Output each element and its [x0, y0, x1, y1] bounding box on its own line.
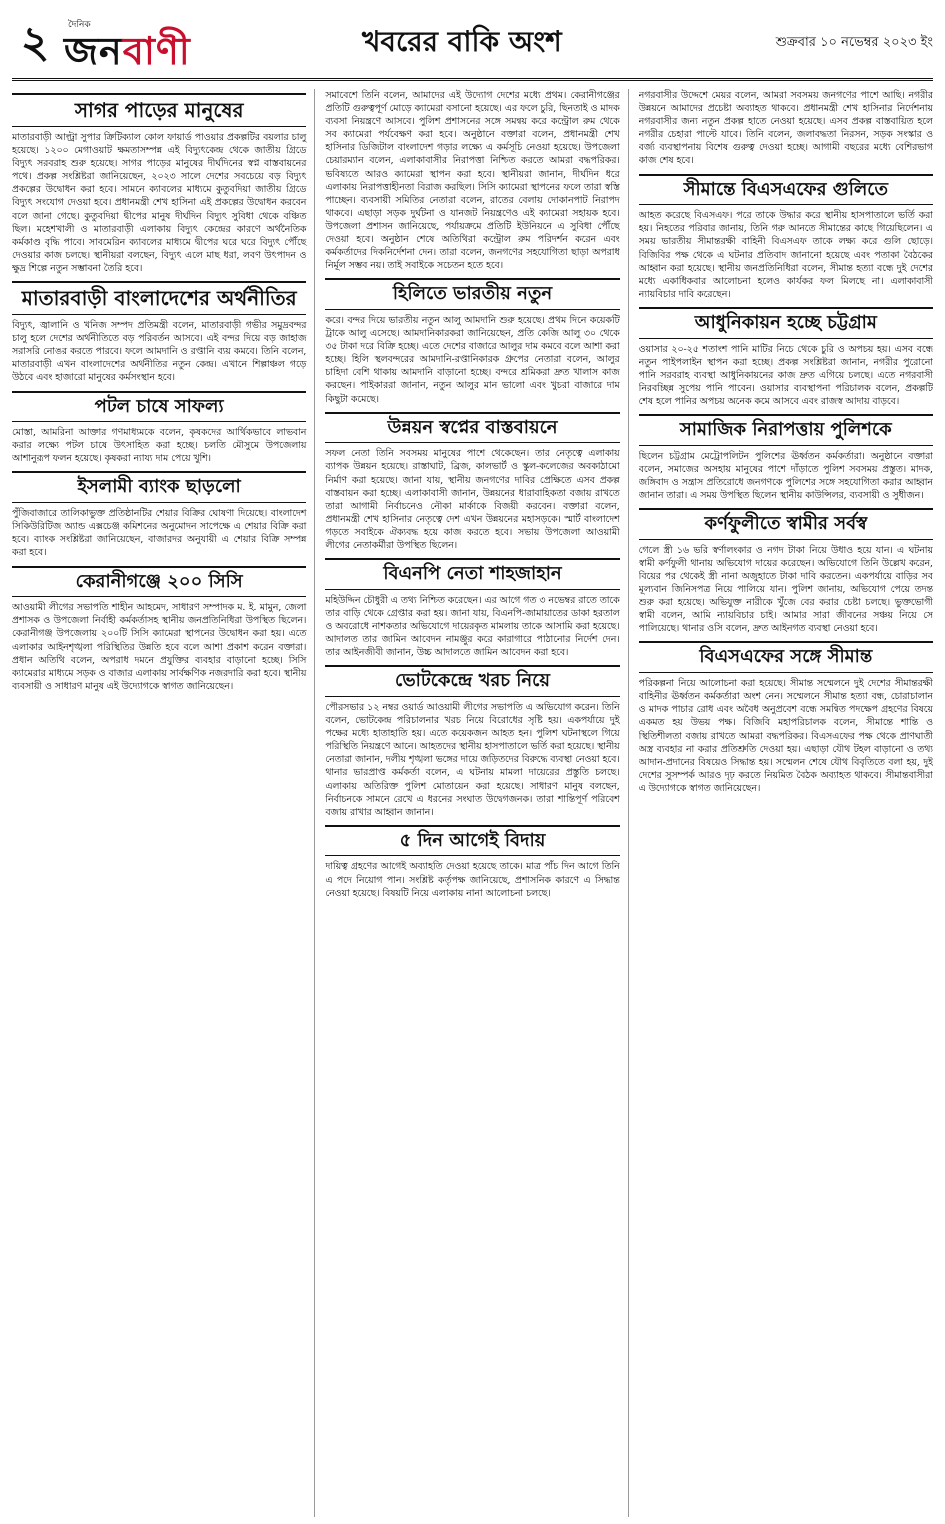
newspaper-logo	[64, 17, 191, 73]
story-bnp	[325, 558, 619, 659]
story-hilite	[325, 278, 619, 405]
article-body: মাতারবাড়ী আল্ট্রা সুপার ক্রিটিক্যাল কোল ফায়ার্ড পাওয়ার প্রকল্পটির বয়লার চালু হয়েছে। ১২০০ মেগাওয়াট ক্ষমতাসম্পন্ন এই বিদ্যুৎকেন্দ্র থেকে জাতীয় গ্রিডে বিদ্যুৎ সরবরাহ শুরু হয়েছে। সাগর পাড়ের মানুষের দীর্ঘদিনের স্বপ্ন বাস্তবায়নের পথে। প্রকল্প সংশ্লিষ্টরা জানিয়েছেন, ২০২৩ সালে দেশের সবচেয়ে বড় বিদ্যুৎ প্রকল্পের উদ্বোধন করা হবে। সামনে ক্যাবলের মাধ্যমে কুতুবদিয়া জাতীয় গ্রিডে বিদ্যুৎ সংযোগ দেওয়া হবে। প্রধানমন্ত্রী শেখ হাসিনা এই প্রকল্পের উদ্বোধন করবেন বলে জানা গেছে। কুতুবদিয়া দ্বীপের মানুষ দীর্ঘদিন বিদ্যুৎ সুবিধা থেকে বঞ্চিত ছিল। মহেশখালী ও মাতারবাড়ী এলাকায় বিদ্যুৎ কেন্দ্রের কারণে অর্থনৈতিক কর্মকাণ্ড বৃদ্ধি পাবে। সাবমেরিন ক্যাবলের মাধ্যমে দ্বীপের ঘরে ঘরে বিদ্যুৎ পৌঁছে দেওয়ার কাজ চলছে। স্থানীয়রা বলছেন, বিদ্যুৎ এলে মাছ ধরা, লবণ উৎপাদন ও ক্ষুদ্র শিল্পে নতুন সম্ভাবনা তৈরি হবে।	[12, 132, 307, 274]
headline: বিএনপি নেতা শাহজাহান	[325, 558, 619, 590]
column-right	[639, 89, 933, 1517]
headline: সামাজিক নিরাপত্তায় পুলিশকে	[639, 414, 933, 446]
article-body: সফল নেতা তিনি সবসময় মানুষের পাশে থেকেছেন। তার নেতৃত্বে এলাকায় ব্যাপক উন্নয়ন হয়েছে। রাস্তাঘাট, ব্রিজ, কালভার্ট ও স্কুল-কলেজের অবকাঠামো নির্মাণ করা হয়েছে। জানা যায়, স্থানীয় জনগণের দাবির প্রেক্ষিতে এসব প্রকল্প বাস্তবায়ন করা হচ্ছে। এলাকাবাসী জানান, উন্নয়নের ধারাবাহিকতা বজায় রাখতে তারা আগামী নির্বাচনেও নৌকা মার্কাকে বিজয়ী করবেন। বক্তারা বলেন, প্রধানমন্ত্রী শেখ হাসিনার নেতৃত্বে দেশ এখন উন্নয়নের মহাসড়কে। স্মার্ট বাংলাদেশ গড়তে সবাইকে ঐক্যবদ্ধ হয়ে কাজ করতে হবে। সভায় উপজেলা আওয়ামী লীগের নেতাকর্মীরা উপস্থিত ছিলেন।	[325, 448, 620, 551]
article-body: পরিকল্পনা নিয়ে আলোচনা করা হয়েছে। সীমান্ত সম্মেলনে দুই দেশের সীমান্তরক্ষী বাহিনীর ঊর্ধ্বতন কর্মকর্তারা অংশ নেন। সম্মেলনে সীমান্ত হত্যা বন্ধ, চোরাচালান ও মাদক পাচার রোধ এবং অবৈধ অনুপ্রবেশ বন্ধে সমন্বিত পদক্ষেপ গ্রহণের বিষয়ে একমত হয় উভয় পক্ষ। বিজিবি মহাপরিচালক বলেন, সীমান্তে শান্তি ও স্থিতিশীলতা বজায় রাখতে আমরা বদ্ধপরিকর। বিএসএফের পক্ষ থেকে প্রাণঘাতী অস্ত্র ব্যবহার না করার প্রতিশ্রুতি দেওয়া হয়। এছাড়া যৌথ টহল বাড়ানো ও তথ্য আদান-প্রদানের বিষয়েও সিদ্ধান্ত হয়। সম্মেলন শেষে যৌথ বিবৃতিতে বলা হয়, দুই দেশের সুসম্পর্ক আরও দৃঢ় করতে নিয়মিত বৈঠক অব্যাহত থাকবে। সীমান্তবাসীরা এ উদ্যোগকে স্বাগত জানিয়েছেন।	[638, 678, 933, 794]
masthead	[12, 8, 933, 81]
columns	[12, 89, 933, 1517]
story-vote	[325, 665, 619, 819]
headline: কেরানীগঞ্জে ২০০ সিসি	[12, 566, 306, 598]
headline: কর্ণফুলীতে স্বামীর সর্বস্ব	[639, 508, 933, 540]
headline: আধুনিকায়ন হচ্ছে চট্টগ্রাম	[639, 307, 933, 339]
story-keraniganj-continued	[325, 89, 619, 272]
story-samajik	[639, 414, 933, 502]
headline: সাগর পাড়ের মানুষের	[12, 93, 306, 127]
headline: পটল চাষে সাফল্য	[12, 391, 306, 423]
story-adhunik	[639, 307, 933, 408]
headline: হিলিতে ভারতীয় নতুন	[325, 278, 619, 310]
publication-date: শুক্রবার ১০ নভেম্বর ২০২৩ ইং	[775, 34, 933, 50]
headline: মাতারবাড়ী বাংলাদেশের অর্থনীতির	[12, 281, 306, 315]
article-body: আওয়ামী লীগের সভাপতি শাহীন আহমেদ, সাধারণ সম্পাদক ম. ই. মামুন, জেলা প্রশাসক ও উপজেলা নির্বাহী কর্মকর্তাসহ স্থানীয় জনপ্রতিনিধিরা উপস্থিত ছিলেন। কেরানীগঞ্জ উপজেলায় ২০০টি সিসি ক্যামেরা স্থাপনের উদ্বোধন করা হয়। এতে এলাকার আইনশৃঙ্খলা পরিস্থিতির উন্নতি হবে বলে আশা প্রকাশ করেন বক্তারা। প্রধান অতিথি বলেন, অপরাধ দমনে প্রযুক্তির ব্যবহার বাড়ানো হচ্ছে। সিসি ক্যামেরার মাধ্যমে সড়ক ও বাজার এলাকায় সার্বক্ষণিক নজরদারি করা হবে। স্থানীয় ব্যবসায়ী ও সাধারণ মানুষ এই উদ্যোগকে স্বাগত জানিয়েছেন।	[12, 602, 307, 692]
logo-wordmark	[64, 27, 191, 73]
article-body: বিদ্যুৎ, জ্বালানি ও খনিজ সম্পদ প্রতিমন্ত্রী বলেন, মাতারবাড়ী গভীর সমুদ্রবন্দর চালু হলে দেশের অর্থনীতিতে বড় পরিবর্তন আসবে। এই বন্দর দিয়ে বড় জাহাজ সরাসরি নোঙর করতে পারবে। ফলে আমদানি ও রপ্তানি ব্যয় কমবে। তিনি বলেন, মাতারবাড়ী এখন বাংলাদেশের অর্থনীতির নতুন কেন্দ্র। এখানে শিল্পাঞ্চল গড়ে উঠবে এবং হাজারো মানুষের কর্মসংস্থান হবে।	[12, 320, 307, 384]
logo-wordmark-part2: বাণী	[122, 27, 191, 73]
story-bsf-songe	[639, 641, 933, 795]
headline: বিএসএফের সঙ্গে সীমান্ত	[639, 641, 933, 673]
headline: সীমান্তে বিএসএফের গুলিতে	[639, 174, 933, 206]
section-title: খবরের বাকি অংশ	[362, 24, 562, 58]
headline: ৫ দিন আগেই বিদায়	[325, 825, 619, 857]
article-body: ছিলেন চট্টগ্রাম মেট্রোপলিটন পুলিশের ঊর্ধ্বতন কর্মকর্তারা। অনুষ্ঠানে বক্তারা বলেন, সমাজের অসহায় মানুষের পাশে দাঁড়াতে পুলিশ সবসময় প্রস্তুত। মাদক, জঙ্গিবাদ ও সন্ত্রাস প্রতিরোধে জনগণকে পুলিশের সঙ্গে সহযোগিতা করার আহ্বান জানান তারা। এ সময় উপস্থিত ছিলেন স্থানীয় কাউন্সিলর, ব্যবসায়ী ও সুধীজন।	[638, 450, 933, 502]
story-potol	[12, 391, 306, 466]
headline: উন্নয়ন স্বপ্নের বাস্তবায়নে	[325, 412, 619, 444]
story-simante	[639, 174, 933, 301]
headline: ইসলামী ব্যাংক ছাড়লো	[12, 471, 306, 503]
article-body: ওয়াসার ২০-২৫ শতাংশ পানি মাটির নিচে থেকে চুরি ও অপচয় হয়। এসব বন্ধে নতুন পাইপলাইন স্থাপন করা হচ্ছে। প্রকল্প সংশ্লিষ্টরা জানান, নগরীর পুরোনো পানি সরবরাহ ব্যবস্থা আধুনিকায়নের কাজ দ্রুত এগিয়ে চলছে। এতে নগরবাসী নিরবচ্ছিন্ন সুপেয় পানি পাবেন। ওয়াসার ব্যবস্থাপনা পরিচালক বলেন, প্রকল্পটি শেষ হলে পানির অপচয় অনেক কমে আসবে এবং রাজস্ব আদায় বাড়বে।	[638, 343, 933, 407]
story-karnaphuli	[639, 508, 933, 635]
story-unnoyon	[325, 412, 619, 552]
story-islami	[12, 471, 306, 559]
article-body: মহিউদ্দিন চৌধুরী এ তথ্য নিশ্চিত করেছেন। এর আগে গত ৩ নভেম্বর রাতে তাকে তার বাড়ি থেকে গ্রেপ্তার করা হয়। জানা যায়, বিএনপি-জামায়াতের ডাকা হরতাল ও অবরোধে নাশকতার অভিযোগে দায়েরকৃত মামলায় তাকে আসামি করা হয়েছে। আদালত তার জামিন আবেদন নামঞ্জুর করে কারাগারে পাঠানোর নির্দেশ দেন। তার আইনজীবী জানান, উচ্চ আদালতে জামিন আবেদন করা হবে।	[325, 594, 620, 659]
article-body: মোস্তা, আমরিনা আক্তার গণমাধ্যমকে বলেন, কৃষকদের আর্থিকভাবে লাভবান করার লক্ষ্যে পটল চাষে উৎসাহিত করা হচ্ছে। চলতি মৌসুমে উপজেলায় আশানুরূপ ফলন হয়েছে। কৃষকরা ন্যায্য দাম পেয়ে খুশি।	[12, 427, 307, 465]
story-mayor	[639, 89, 933, 168]
logo-wordmark-part1: জন	[64, 27, 123, 73]
story-sagor	[12, 93, 306, 275]
article-body: পৌরসভার ১২ নম্বর ওয়ার্ড আওয়ামী লীগের সভাপতি এ অভিযোগ করেন। তিনি বলেন, ভোটকেন্দ্র পরিচালনার খরচ নিয়ে বিরোধের সৃষ্টি হয়। একপর্যায়ে দুই পক্ষের মধ্যে হাতাহাতি হয়। এতে কয়েকজন আহত হন। পুলিশ ঘটনাস্থলে গিয়ে পরিস্থিতি নিয়ন্ত্রণে আনে। আহতদের স্থানীয় হাসপাতালে ভর্তি করা হয়েছে। স্থানীয় নেতারা জানান, দলীয় শৃঙ্খলা ভঙ্গের দায়ে জড়িতদের বিরুদ্ধে ব্যবস্থা নেওয়া হবে। থানার ভারপ্রাপ্ত কর্মকর্তা বলেন, এ ঘটনায় মামলা দায়েরের প্রস্তুতি চলছে। এলাকায় অতিরিক্ত পুলিশ মোতায়েন করা হয়েছে। সাধারণ মানুষ বলছেন, নির্বাচনকে সামনে রেখে এ ধরনের সংঘাত উদ্বেগজনক। তারা শান্তিপূর্ণ পরিবেশ বজায় রাখার আহ্বান জানান।	[325, 701, 620, 818]
article-body: গেলে স্ত্রী ১৬ ভরি স্বর্ণালংকার ও নগদ টাকা নিয়ে উধাও হয়ে যান। এ ঘটনায় স্বামী কর্ণফুলী থানায় অভিযোগ দায়ের করেছেন। অভিযোগে তিনি উল্লেখ করেন, বিয়ের পর থেকেই স্ত্রী নানা অজুহাতে টাকা দাবি করতেন। একপর্যায়ে বাড়ির সব মূল্যবান জিনিসপত্র নিয়ে পালিয়ে যান। পুলিশ জানায়, অভিযোগ পেয়ে তদন্ত শুরু করা হয়েছে। অভিযুক্ত নারীকে খুঁজে বের করার চেষ্টা চলছে। ভুক্তভোগী স্বামী বলেন, আমি ন্যায়বিচার চাই। আমার সারা জীবনের সঞ্চয় নিয়ে সে পালিয়েছে। থানার ওসি বলেন, দ্রুত আইনগত ব্যবস্থা নেওয়া হবে।	[638, 544, 933, 635]
column-middle	[325, 89, 628, 1517]
article-body: আহত করেছে বিএসএফ। পরে তাকে উদ্ধার করে স্থানীয় হাসপাতালে ভর্তি করা হয়। নিহতের পরিবার জানায়, তিনি গরু আনতে সীমান্তের কাছে গিয়েছিলেন। এ সময় ভারতীয় সীমান্তরক্ষী বাহিনী বিএসএফ তাকে লক্ষ্য করে গুলি ছোড়ে। বিজিবির পক্ষ থেকে এ ঘটনার প্রতিবাদ জানানো হয়েছে এবং পতাকা বৈঠকের আহ্বান করা হয়েছে। স্থানীয় জনপ্রতিনিধিরা বলেন, সীমান্ত হত্যা বন্ধে দুই দেশের মধ্যে একাধিকবার আলোচনা হলেও কার্যকর ফল মিলছে না। এলাকাবাসী ন্যায়বিচার দাবি করেছেন।	[638, 210, 933, 300]
story-fivedays	[325, 825, 619, 900]
article-body: পুঁজিবাজারে তালিকাভুক্ত প্রতিষ্ঠানটির শেয়ার বিক্রির ঘোষণা দিয়েছে। বাংলাদেশ সিকিউরিটিজ অ্যান্ড এক্সচেঞ্জ কমিশনের অনুমোদন সাপেক্ষে এ শেয়ার বিক্রি করা হবে। ব্যাংক সংশ্লিষ্টরা জানিয়েছেন, বাজারদর অনুযায়ী এ শেয়ার বিক্রি সম্পন্ন করা হবে।	[12, 508, 307, 559]
column-left	[12, 89, 315, 1517]
logo-tagline: দৈনিক	[68, 19, 91, 30]
article-body: সমাবেশে তিনি বলেন, আমাদের এই উদ্যোগ দেশের মধ্যে প্রথম। কেরানীগঞ্জের প্রতিটি গুরুত্বপূর্ণ মোড়ে ক্যামেরা বসানো হয়েছে। এর ফলে চুরি, ছিনতাই ও মাদক ব্যবসা নিয়ন্ত্রণে আসবে। পুলিশ প্রশাসনের সঙ্গে সমন্বয় করে কন্ট্রোল রুম থেকে সব ক্যামেরা পর্যবেক্ষণ করা হবে। অনুষ্ঠানে বক্তারা বলেন, প্রধানমন্ত্রী শেখ হাসিনার ডিজিটাল বাংলাদেশ গড়ার লক্ষ্যে এ কর্মসূচি নেওয়া হয়েছে। উপজেলা চেয়ারম্যান বলেন, এলাকাবাসীর নিরাপত্তা নিশ্চিত করতে আমরা বদ্ধপরিকর। ভবিষ্যতে আরও ক্যামেরা স্থাপন করা হবে। স্থানীয়রা জানান, দীর্ঘদিন ধরে এলাকায় নিরাপত্তাহীনতা বিরাজ করছিল। সিসি ক্যামেরা স্থাপনের ফলে তারা স্বস্তি পাচ্ছেন। ব্যবসায়ী সমিতির নেতারা বলেন, রাতের বেলায় দোকানপাট নিরাপদ থাকবে। এছাড়া সড়ক দুর্ঘটনা ও যানজট নিয়ন্ত্রণেও এই ক্যামেরা সহায়ক হবে। উপজেলা প্রশাসন জানিয়েছে, পর্যায়ক্রমে প্রতিটি ইউনিয়নে এ সুবিধা পৌঁছে দেওয়া হবে। অনুষ্ঠান শেষে অতিথিরা কন্ট্রোল রুম পরিদর্শন করেন এবং কর্মকর্তাদের দিকনির্দেশনা দেন। তারা বলেন, জনগণের সহযোগিতা ছাড়া অপরাধ নির্মূল সম্ভব নয়। তাই সবাইকে সচেতন হতে হবে।	[325, 90, 620, 272]
headline: ভোটকেন্দ্রে খরচ নিয়ে	[325, 665, 619, 697]
article-body: করে। বন্দর দিয়ে ভারতীয় নতুন আলু আমদানি শুরু হয়েছে। প্রথম দিনে কয়েকটি ট্রাকে আলু এসেছে। আমদানিকারকরা জানিয়েছেন, প্রতি কেজি আলু ৩০ থেকে ৩৫ টাকা দরে বিক্রি হচ্ছে। এতে দেশের বাজারে আলুর দাম কমবে বলে আশা করা হচ্ছে। হিলি স্থলবন্দরের আমদানি-রপ্তানিকারক গ্রুপের নেতারা বলেন, আলুর চাহিদা বেশি থাকায় আমদানি বাড়ানো হচ্ছে। বন্দরে শ্রমিকরা দ্রুত খালাস কাজ করছেন। পাইকাররা জানান, নতুন আলুর মান ভালো এবং খুচরা বাজারে দাম কিছুটা কমেছে।	[325, 315, 620, 405]
page-number: ২	[20, 17, 50, 68]
story-keraniganj	[12, 566, 306, 693]
story-matarbari	[12, 281, 306, 384]
article-body: নগরবাসীর উদ্দেশে মেয়র বলেন, আমরা সবসময় জনগণের পাশে আছি। নগরীর উন্নয়নে আমাদের প্রচেষ্টা অব্যাহত থাকবে। প্রধানমন্ত্রী শেখ হাসিনার নির্দেশনায় নগরবাসীর জন্য নতুন প্রকল্প হাতে নেওয়া হয়েছে। এসব প্রকল্প বাস্তবায়িত হলে নগরীর চেহারা পাল্টে যাবে। তিনি বলেন, জলাবদ্ধতা নিরসন, সড়ক সংস্কার ও বর্জ্য ব্যবস্থাপনায় বিশেষ গুরুত্ব দেওয়া হচ্ছে। আগামী বছরের মধ্যে বেশিরভাগ কাজ শেষ হবে।	[638, 90, 933, 167]
article-body: দায়িত্ব গ্রহণের আগেই অব্যাহতি দেওয়া হয়েছে তাকে। মাত্র পাঁচ দিন আগে তিনি এ পদে নিয়োগ পান। সংশ্লিষ্ট কর্তৃপক্ষ জানিয়েছে, প্রশাসনিক কারণে এ সিদ্ধান্ত নেওয়া হয়েছে। বিষয়টি নিয়ে এলাকায় নানা আলোচনা চলছে।	[325, 861, 620, 899]
